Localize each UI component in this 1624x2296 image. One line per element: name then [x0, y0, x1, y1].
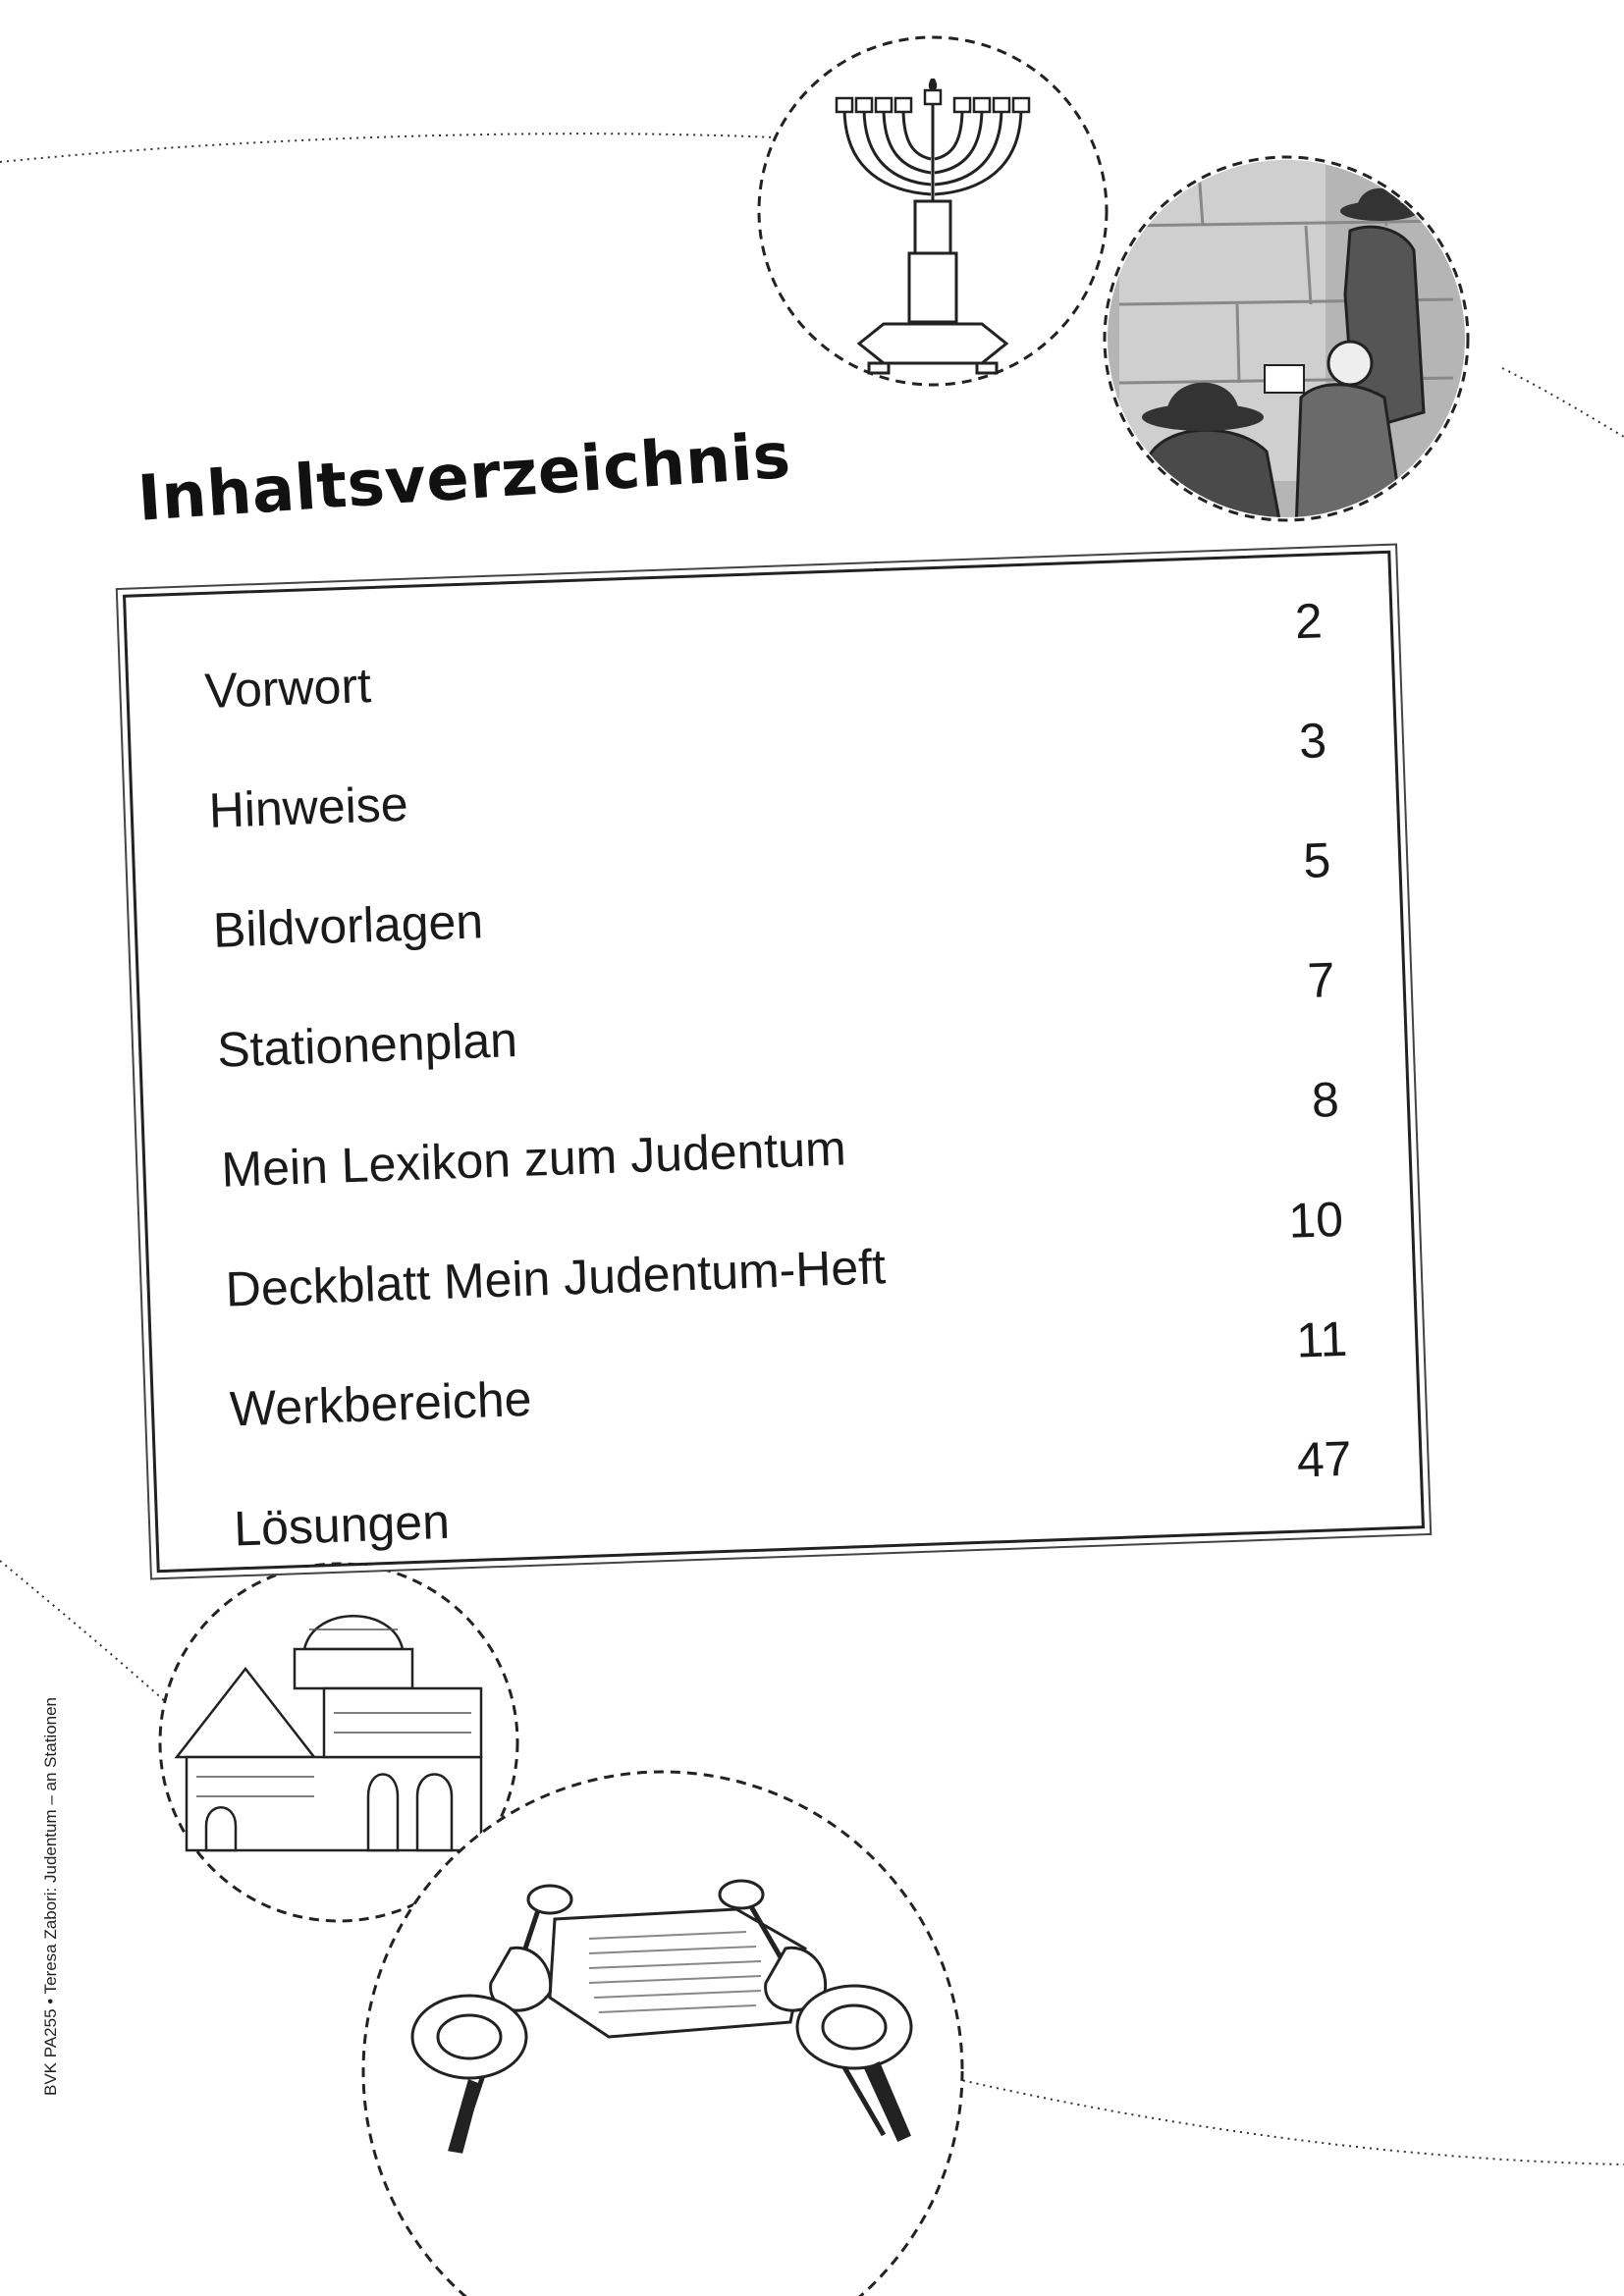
toc-label: Bildvorlagen	[212, 893, 484, 958]
footer-credit: BVK PA255 • Teresa Zabori: Judentum – an Stationen	[41, 1696, 60, 2096]
dotted-curve-left	[0, 1561, 167, 1703]
toc-label: Mein Lexikon zum Judentum	[220, 1120, 847, 1198]
page-title: Inhaltsverzeichnis	[135, 419, 793, 536]
dotted-curve-bottom	[923, 2071, 1624, 2164]
toc-page-number: 2	[1293, 593, 1324, 650]
toc-page-number: 47	[1295, 1430, 1353, 1488]
toc-label: Vorwort	[203, 658, 372, 719]
toc-page-number: 7	[1306, 952, 1336, 1008]
toc-label: Stationenplan	[216, 1012, 518, 1078]
toc-page-number: 10	[1287, 1191, 1344, 1249]
toc-page-number: 5	[1302, 832, 1332, 889]
toc-label: Deckblatt Mein Judentum-Heft	[224, 1239, 887, 1317]
toc-page-number: 3	[1298, 713, 1327, 770]
toc-page-number: 11	[1295, 1310, 1349, 1368]
dotted-curve-top	[0, 133, 776, 162]
toc-label: Hinweise	[207, 775, 409, 838]
western-wall-illustration	[1105, 157, 1468, 530]
dotted-curve-right	[1502, 368, 1624, 437]
toc-page-number: 8	[1310, 1071, 1340, 1128]
toc-box	[123, 551, 1425, 1573]
toc-label: Lösungen	[233, 1493, 451, 1557]
toc-label: Werkbereiche	[229, 1370, 533, 1437]
menorah-illustration	[759, 37, 1107, 385]
